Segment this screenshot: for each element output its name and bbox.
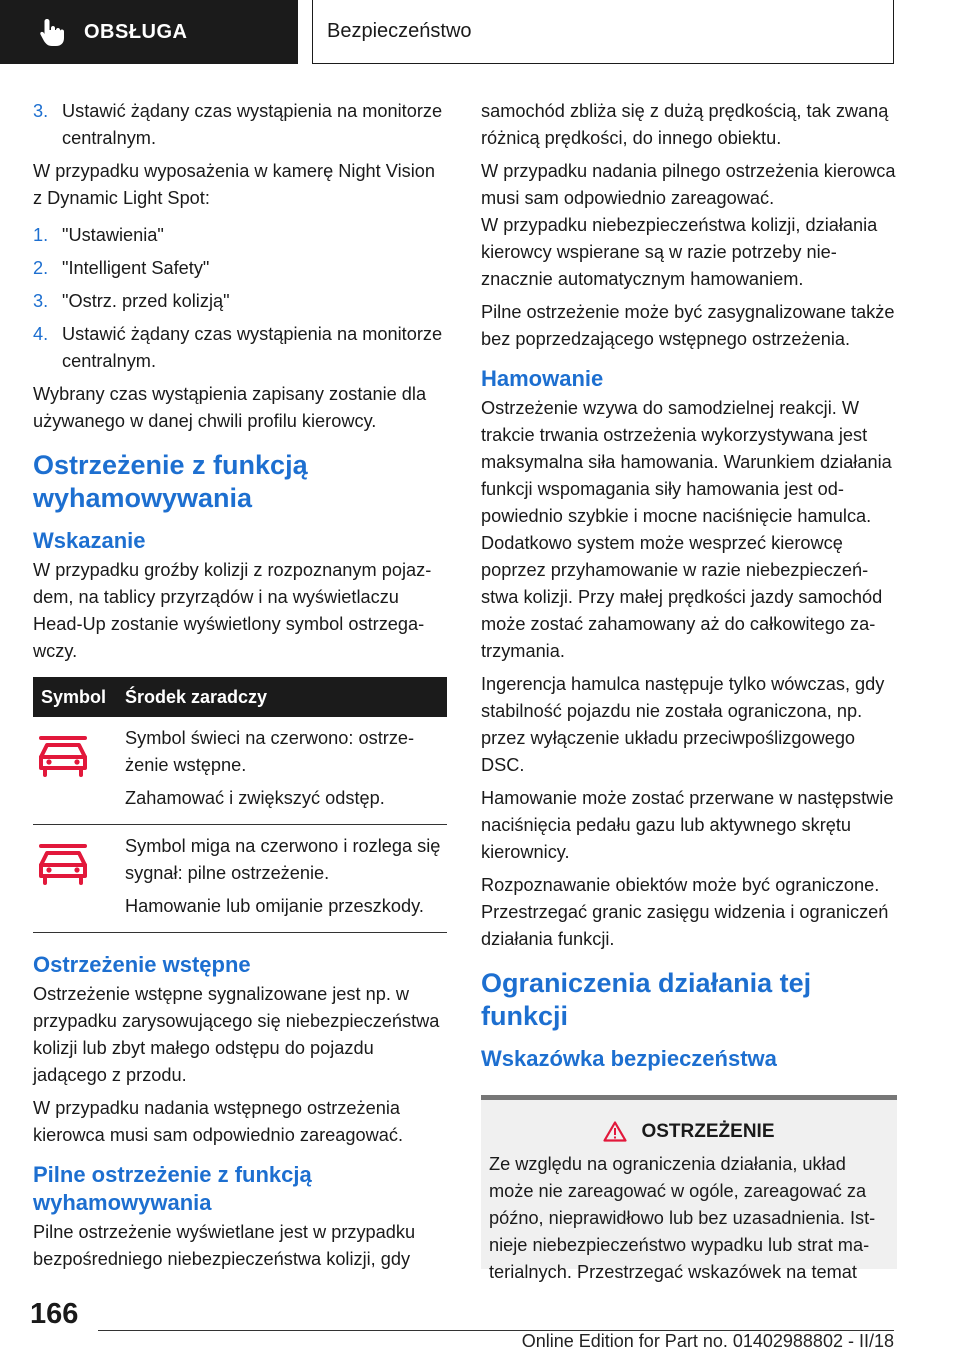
list-text: Ustawić żądany czas wystąpienia na monitorze centralnym. [62, 101, 443, 148]
pointing-hand-icon [38, 17, 66, 47]
cell-text: Symbol miga na czerwono i rozlega się sygnał: pilne ostrzeżenie. [125, 836, 441, 883]
warning-title: OSTRZEŻENIE [641, 1121, 775, 1142]
warning-triangle-icon [603, 1121, 627, 1142]
warning-text: Ze względu na ograniczenia działania, układ może nie zareagować w ogóle, zareagować za późno, nieprawidłowo lub bez uzasadnienia. Istnieje niebezpieczeństwo wypadku lub strat materialnych. Przestrzegać wskazówek na temat [489, 1154, 876, 1282]
paragraph: W przypadku groźby kolizji z rozpoznanym pojazdem, na tablicy przyrządów i na wyświetlaczu Head-Up zostanie wyświetlony symbol ostrzegawczy. [33, 560, 432, 661]
paragraph: W przypadku nadania wstępnego ostrzeżenia kierowca musi sam odpowiednio zareagować. [33, 1098, 403, 1145]
paragraph: W przypadku wyposażenia w kamerę Night Vision z Dynamic Light Spot: [33, 161, 435, 208]
list-text: "Ustawienia" [62, 225, 164, 245]
list-text: Ustawić żądany czas wystąpienia na monitorze centralnym. [62, 324, 443, 371]
heading-urgent-warning: Pilne ostrzeżenie z funkcją wyhamowywania [33, 1162, 312, 1215]
table-row [33, 717, 447, 825]
step-list-b [33, 222, 449, 375]
list-number: 3. [33, 101, 49, 121]
paragraph: W przypadku nadania pilnego ostrzeżenia kierowca musi sam odpowiednio zareagować. [481, 161, 896, 208]
list-item [33, 321, 449, 375]
section-tab [0, 0, 298, 64]
warning-header [489, 1118, 889, 1145]
list-number: 1. [33, 225, 49, 245]
paragraph: Rozpoznawanie obiektów może być ograniczone. Przestrzegać granic zasięgu widzenia i ograniczeń działania funkcji. [481, 875, 889, 949]
heading-limits: Ograniczenia działania tej funkcji [481, 968, 812, 1031]
symbol-cell [33, 833, 125, 926]
list-item [33, 255, 449, 282]
list-item [33, 222, 449, 249]
symbol-table [33, 677, 447, 933]
cell-text: Hamowanie lub omijanie przeszkody. [125, 896, 424, 916]
paragraph: W przypadku niebezpieczeństwa kolizji, działania kierowcy wspierane są w razie potrzeby nieznacznie automatycznym hamowaniem. [481, 215, 878, 289]
right-column [481, 98, 897, 1282]
paragraph: Ostrzeżenie wstępne sygnalizowane jest np. w przypadku zarysowującego się niebezpieczeństwa kolizji lub zbyt małego odstępu do pojazdu jadącego z przodu. [33, 984, 440, 1085]
heading-warning-braking: Ostrzeżenie z funkcją wyhamowywania [33, 450, 308, 513]
warning-box [481, 1095, 897, 1282]
step-list-a [33, 98, 449, 152]
page-number: 166 [30, 1298, 79, 1330]
list-number: 3. [33, 291, 49, 311]
cell-text: Symbol świeci na czerwono: ostrzeżenie wstępne. [125, 728, 415, 775]
heading-safety-note: Wskazówka bezpieczeństwa [481, 1046, 777, 1071]
left-column [33, 98, 449, 1279]
list-item [33, 288, 449, 315]
table-row [33, 825, 447, 933]
car-warning-icon [33, 843, 93, 887]
edition-note: Online Edition for Part no. 01402988802 - II/18 [521, 1331, 894, 1351]
section-tab-label: OBSŁUGA [84, 20, 188, 43]
paragraph: Wybrany czas wystąpienia zapisany zostanie dla używanego w danej chwili profilu kierowcy. [33, 384, 427, 431]
list-number: 4. [33, 324, 49, 344]
heading-indication: Wskazanie [33, 528, 146, 553]
column-header-action: Środek zaradczy [125, 686, 268, 707]
list-number: 2. [33, 258, 49, 278]
paragraph: Pilne ostrzeżenie wyświetlane jest w przypadku bezpośredniego niebezpieczeństwa kolizji, gdy [33, 1222, 416, 1269]
paragraph: Ostrzeżenie wzywa do samodzielnej reakcji. W trakcie trwania ostrzeżenia wykorzystywana jest maksymalna siła hamowania. Warunkiem działania funkcji wspomagania siły hamowania jest odpowiednio szybkie i mocne naciśnięcie hamulca. Dodatkowo system może wesprzeć kierowcę poprzez przyhamowanie w razie niebezpieczeństwa kolizji. Przy małej prędkości jazdy samochód może zostać zahamowany aż do całkowitego zatrzymania. [481, 398, 892, 661]
list-text: "Ostrz. przed kolizją" [62, 291, 230, 311]
section-title: Bezpieczeństwo [312, 0, 894, 64]
cell-text: Zahamować i zwiększyć odstęp. [125, 788, 385, 808]
heading-prewarning: Ostrzeżenie wstępne [33, 952, 251, 977]
paragraph: Hamowanie może zostać przerwane w następstwie naciśnięcia pedału gazu lub aktywnego skrętu kierownicy. [481, 788, 894, 862]
table-header [33, 677, 447, 717]
list-text: "Intelligent Safety" [62, 258, 210, 278]
column-header-symbol: Symbol [41, 686, 107, 707]
car-warning-icon [33, 735, 93, 779]
action-cell [125, 833, 447, 926]
symbol-cell [33, 725, 125, 818]
paragraph: Ingerencja hamulca następuje tylko wówczas, gdy stabilność pojazdu nie została ograniczona, np. przez wyłączenie układu przeciwpoślizgowego DSC. [481, 674, 885, 775]
heading-braking: Hamowanie [481, 366, 604, 391]
paragraph: samochód zbliża się z dużą prędkością, tak zwaną różnicą prędkości, do innego obiektu. [481, 101, 889, 148]
action-cell [125, 725, 447, 818]
paragraph: Pilne ostrzeżenie może być zasygnalizowane także bez poprzedzającego wstępnego ostrzeżenia. [481, 302, 895, 349]
list-item [33, 98, 449, 152]
